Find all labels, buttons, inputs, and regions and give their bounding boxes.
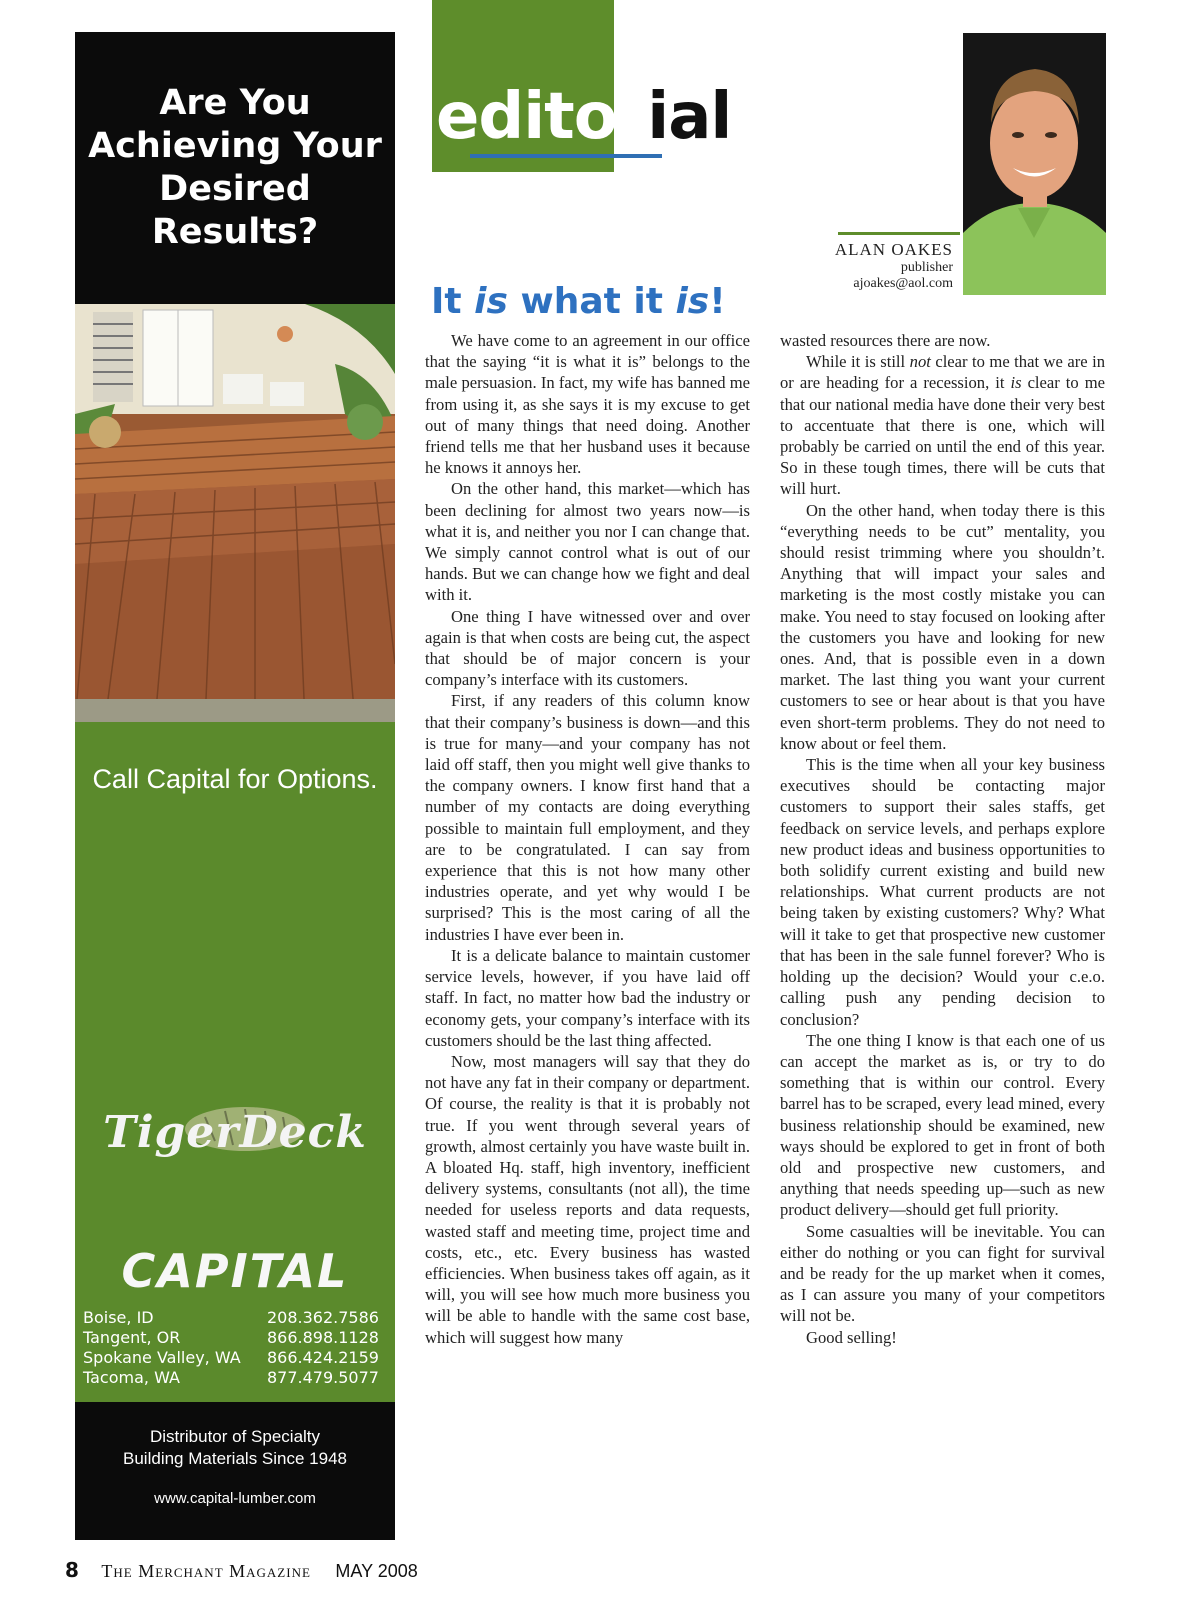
ad-call-to-action: Call Capital for Options.	[92, 764, 378, 794]
ad-locations	[83, 1308, 387, 1388]
article-paragraph: On the other hand, this market—which has been declining for almost two years now—is what it is, and neither you nor I can change that. We simply cannot control what is out of our hands. But we can change how we fight and deal with it.	[425, 479, 750, 605]
tigerdeck-wordmark: TigerDeck	[103, 1107, 367, 1158]
ad-footer	[75, 1402, 395, 1540]
location-phone: 866.424.2159	[267, 1348, 379, 1367]
article-paragraph: First, if any readers of this column know that their company’s business is down—and this is true for many—and your company has not laid off staff, then you might well give thanks to the company owners. I know first hand that a number of my contacts are doing everything possible to maintain full employment, and they are to be congratulated. I can say from experience that this is not how many other industries operate, and yet why would I be surprised? This is the most caring of all the industries I have ever been in.	[425, 691, 750, 944]
article-paragraph: One thing I have witnessed over and over again is that when costs are being cut, the aspect that should be of major concern is your company’s interface with its customers.	[425, 606, 750, 690]
location-city: Tacoma, WA	[83, 1368, 180, 1387]
ad-headline: Are You Achieving Your Desired Results?	[88, 83, 382, 252]
ad-header	[75, 32, 395, 304]
text-run: clear to me that our national media have done their very best to accentuate that there is one, which will probably be carried on until the end of this year. So in these tough times, there will be cuts that will hurt.	[780, 373, 1105, 499]
article-paragraph: Some casualties will be inevitable. You can either do nothing or you can fight for survival and be ready for the up market when it comes, as I can assure you many of your competitors will not be.	[780, 1221, 1105, 1326]
text-run: While it is still	[806, 352, 910, 372]
location-city: Spokane Valley, WA	[83, 1348, 241, 1367]
author-name: ALAN OAKES	[834, 240, 953, 259]
author-role: publisher	[900, 260, 953, 275]
author-photo	[963, 33, 1106, 295]
magazine-name: The Merchant Magazine	[101, 1561, 311, 1581]
title-part: what it	[507, 281, 676, 322]
page-number: 8	[65, 1558, 79, 1582]
location-phone: 866.898.1128	[267, 1328, 379, 1347]
author-rule	[838, 232, 960, 235]
issue-date: MAY 2008	[335, 1561, 418, 1581]
article-paragraph: This is the time when all your key business executives should be contacting major customers to support their sales staffs, get feedback on service levels, and perhaps explore new product ideas and business opportunities to both solidify current existing and build new relationships. What current products are not being taken by existing customers? Why? What will it take to get that prospective new customer that has been in the sale funnel forever? Who is holding up the decision? Would your c.e.o. calling push any pending decision to conclusion?	[780, 755, 1105, 1029]
article-column-2	[780, 330, 1105, 1348]
text-emphasis: not	[909, 352, 931, 372]
author-email-link[interactable]: ajoakes@aol.com	[853, 276, 953, 291]
article-column-1	[425, 330, 750, 1348]
title-emphasis: is	[474, 281, 508, 322]
article-signoff: Good selling!	[806, 1327, 897, 1347]
title-part: It	[431, 281, 475, 322]
location-city: Boise, ID	[83, 1308, 154, 1327]
title-emphasis: is	[675, 281, 710, 322]
article-paragraph: We have come to an agreement in our office that the saying “it is what it is” belongs to the male persuasion. In fact, my wife has banned me from using it, as she says it is my excuse to get out of many things that need doing. Another friend tells me that her husband uses it because he knows it annoys her.	[425, 331, 750, 478]
masthead-underline	[470, 154, 662, 158]
article-paragraph: The one thing I know is that each one of us can accept the market as is, or try to do something that is within our control. Every barrel has to be scraped, every lead mined, every business relationship should be examined, new ways should be explored to get in front of both old and prospective new customers, and anything that needs speeding up—such as new product delivery—should get full priority.	[780, 1030, 1105, 1220]
ad-tagline	[75, 1426, 395, 1470]
ad-tagline-line2: Building Materials Since 1948	[123, 1449, 347, 1468]
article-paragraph: On the other hand, when today there is this “everything needs to be cut” mentality, you should resist trimming where you shouldn’t. Anything that will impact your sales and marketing is the most costly mistake you can make. You need to stay focused on looking after the customers you have and looking for new ones. And, that is possible even in a down market. The last thing you want your current customers to see or hear about is that you have even short-term problems. They do not need to know about or feel them.	[780, 500, 1105, 753]
location-city: Tangent, OR	[83, 1328, 181, 1347]
location-phone: 877.479.5077	[267, 1368, 379, 1387]
tigerdeck-logo	[75, 1097, 395, 1177]
text-run: clear to me that we are in or are heading for a recession, it	[780, 352, 1105, 393]
page-footer	[65, 1558, 418, 1582]
location-row	[83, 1368, 387, 1388]
location-phone: 208.362.7586	[267, 1308, 379, 1327]
article-paragraph-continued: wasted resources there are now.	[780, 331, 991, 350]
masthead-part-a: editor	[436, 80, 648, 154]
capital-advertisement	[75, 32, 395, 1540]
ad-website-link[interactable]: www.capital-lumber.com	[154, 1490, 316, 1507]
article-paragraph: Now, most managers will say that they do not have any fat in their company or department. Of course, the reality is that it is probably not true. If you went through several years of growth, almost certainly you have waste built in. A bloated Hq. staff, high inventory, inefficient delivery systems, consultants (not all), the time needed for useless reports and data requests, wasted staff and meeting time, project time and costs, etc., etc. Every business has wasted efficiencies. When business takes off again, as it will, you will see how much more business you will be able to handle with the same cost base, which will suggest how many	[425, 1051, 750, 1347]
article-title	[431, 281, 726, 322]
title-part: !	[709, 281, 726, 322]
location-row	[83, 1308, 387, 1328]
deck-photo	[75, 304, 395, 722]
article-paragraph: It is a delicate balance to maintain customer service levels, however, if you have laid off staff. In fact, no matter how bad the industry or economy gets, your company’s interface with its customers should be the last thing affected.	[425, 945, 750, 1050]
capital-logo: CAPITAL	[121, 1244, 349, 1298]
article-paragraph	[780, 351, 1105, 499]
ad-tagline-line1: Distributor of Specialty	[149, 1427, 321, 1446]
section-masthead	[436, 78, 731, 156]
location-row	[83, 1328, 387, 1348]
location-row	[83, 1348, 387, 1368]
masthead-part-b: ial	[647, 80, 732, 154]
text-emphasis: is	[1010, 373, 1022, 393]
